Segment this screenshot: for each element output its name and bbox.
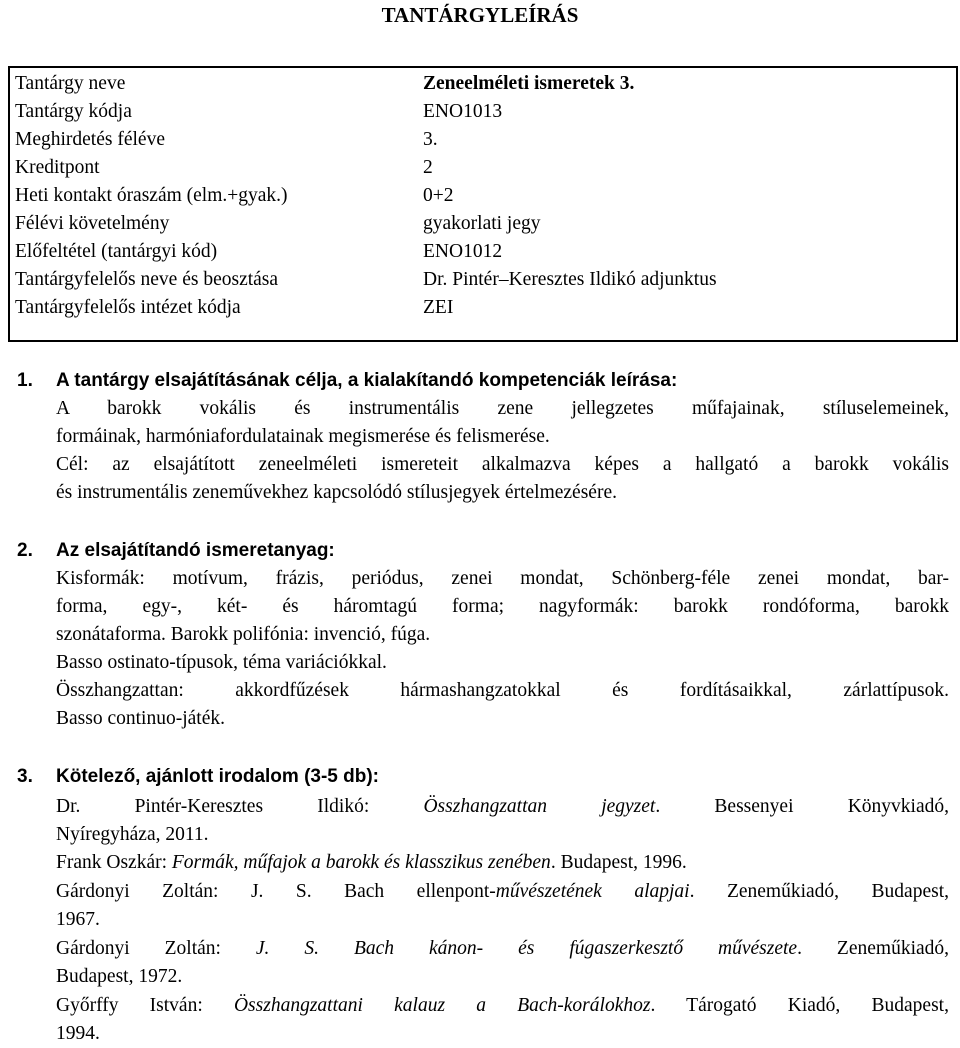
reference-author: Gárdonyi Zoltán:: [56, 938, 256, 959]
paragraph-line: A barokk vokális és instrumentális zene jellegzetes műfajainak, stíluselemeinek,: [56, 398, 949, 419]
reference-item: [56, 793, 949, 821]
section-heading: A tantárgy elsajátításának célja, a kialakítandó kompetenciák leírása:: [56, 370, 678, 391]
section-number: 2.: [17, 540, 33, 561]
info-value: 0+2: [423, 185, 454, 206]
reference-publisher: . Budapest, 1996.: [550, 852, 687, 873]
reference-publisher: . Bessenyei Könyvkiadó,: [655, 796, 949, 817]
reference-item: [56, 992, 949, 1020]
paragraph-line: Cél: az elsajátított zeneelméleti ismereteit alkalmazva képes a hallgató a barokk vokális: [56, 454, 949, 475]
paragraph-line: szonátaforma. Barokk polifónia: invenció, fúga.: [56, 624, 431, 645]
section-heading: Kötelező, ajánlott irodalom (3-5 db):: [56, 766, 380, 787]
paragraph-line: Összhangzattan: akkordfűzések hármashangzatokkal és fordításaikkal, zárlattípusok.: [56, 680, 949, 701]
info-value: Zeneelméleti ismeretek 3.: [423, 73, 635, 94]
reference-title: Formák, műfajok a barokk és klasszikus zenében: [171, 852, 551, 873]
info-label: Kreditpont: [15, 157, 100, 178]
info-value: ENO1012: [423, 241, 503, 262]
reference-author: Dr. Pintér-Keresztes Ildikó:: [56, 796, 424, 817]
info-label: Heti kontakt óraszám (elm.+gyak.): [15, 185, 288, 206]
paragraph-line: formáinak, harmóniafordulatainak megismerése és felismerése.: [56, 426, 550, 447]
info-value: ENO1013: [423, 101, 503, 122]
reference-title: J. S. Bach kánon- és fúgaszerkesztő művészete: [255, 938, 798, 959]
info-label: Tantárgyfelelős intézet kódja: [15, 297, 241, 318]
info-value: 2: [423, 157, 433, 178]
document-title: TANTÁRGYLEÍRÁS: [381, 3, 579, 27]
reference-item: [56, 878, 949, 906]
info-label: Tantárgyfelelős neve és beosztása: [15, 269, 279, 290]
reference-continuation: Nyíregyháza, 2011.: [56, 824, 209, 845]
info-value: 3.: [423, 129, 438, 150]
reference-item: [56, 935, 949, 963]
paragraph-line: Basso continuo-játék.: [56, 708, 225, 729]
reference-title: művészetének alapjai: [495, 881, 690, 902]
reference-publisher: . Tárogató Kiadó, Budapest,: [650, 995, 949, 1016]
info-label: Előfeltétel (tantárgyi kód): [15, 241, 218, 262]
info-label: Félévi követelmény: [15, 213, 170, 234]
reference-continuation: Budapest, 1972.: [56, 966, 183, 987]
reference-title: Összhangzattan jegyzet: [423, 796, 656, 817]
reference-publisher: . Zeneműkiadó, Budapest,: [689, 881, 949, 902]
paragraph-line: és instrumentális zeneművekhez kapcsolódó stílusjegyek értelmezésére.: [56, 482, 617, 503]
info-label: Meghirdetés féléve: [15, 129, 165, 150]
course-info-table: [8, 66, 958, 342]
info-value: Dr. Pintér–Keresztes Ildikó adjunktus: [423, 269, 717, 290]
section-number: 1.: [17, 370, 33, 391]
paragraph-line: Kisformák: motívum, frázis, periódus, zenei mondat, Schönberg-féle zenei mondat, bar-: [56, 568, 949, 589]
info-label: Tantárgy kódja: [15, 101, 132, 122]
info-value: gyakorlati jegy: [423, 213, 541, 234]
reference-continuation: 1967.: [56, 909, 100, 930]
section-heading: Az elsajátítandó ismeretanyag:: [56, 540, 335, 561]
reference-item: [56, 849, 687, 877]
reference-title: Összhangzattani kalauz a Bach-korálokhoz: [233, 995, 651, 1016]
reference-publisher: . Zeneműkiadó,: [797, 938, 950, 959]
paragraph-line: Basso ostinato-típusok, téma variációkkal.: [56, 652, 387, 673]
reference-author: Győrffy István:: [56, 995, 234, 1016]
paragraph-line: forma, egy-, két- és háromtagú forma; nagyformák: barokk rondóforma, barokk: [56, 596, 949, 617]
reference-author: Gárdonyi Zoltán: J. S. Bach ellenpont-: [56, 881, 496, 902]
reference-continuation: 1994.: [56, 1023, 100, 1044]
info-value: ZEI: [423, 297, 454, 318]
section-number: 3.: [17, 766, 33, 787]
reference-author: Frank Oszkár:: [56, 852, 172, 873]
info-label: Tantárgy neve: [15, 73, 126, 94]
